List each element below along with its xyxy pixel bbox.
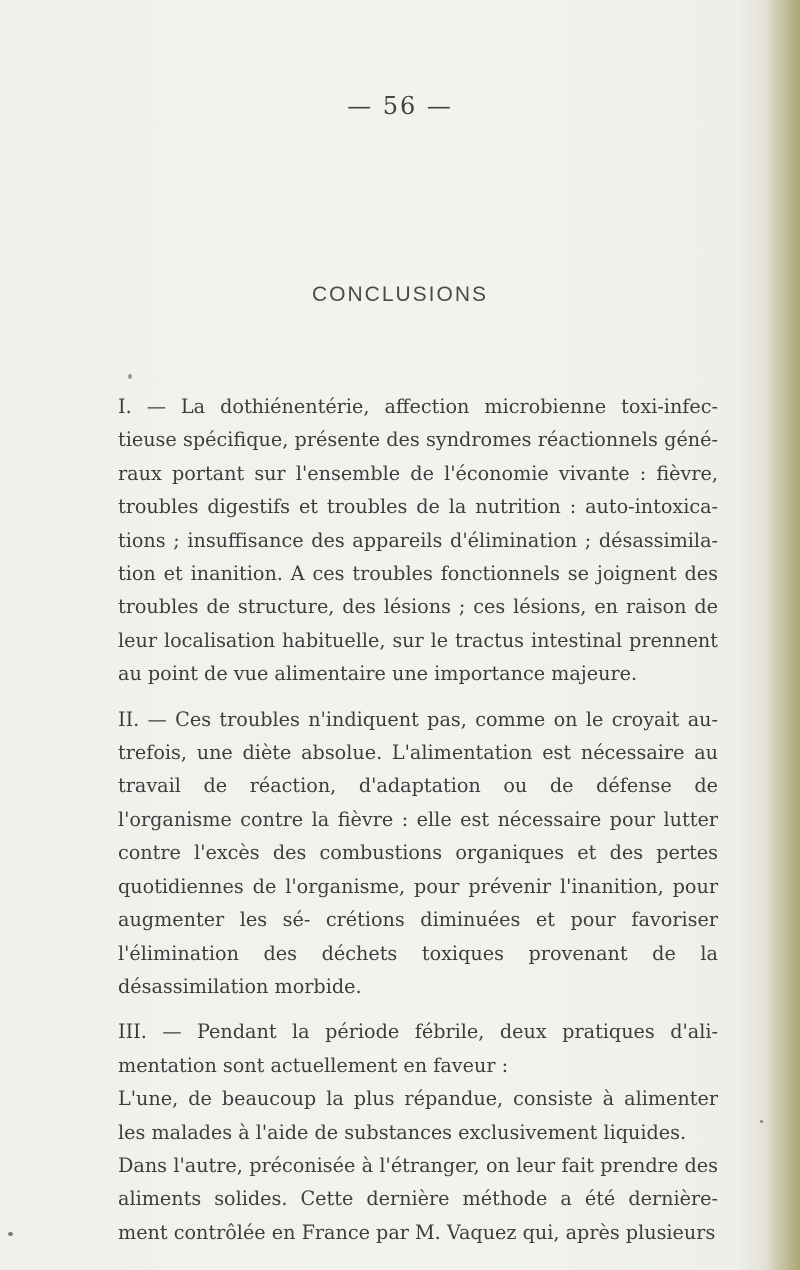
print-speck — [760, 1120, 763, 1123]
paragraph-5: Dans l'autre, préconisée à l'étranger, on leur fait prendre des aliments solides. Cette dernière méthode a été dernière- ment contrôlée en France par M. Vaquez qui, après plusieurs — [118, 1153, 718, 1244]
paragraph-1: I. — La dothiénentérie, affection microbienne toxi-infec- tieuse spécifique, présente des syndromes réactionnels géné- raux portant sur l'ensemble de l'économie vivante : fièvre, troubles digestifs et troubles de la nutrition : auto-intoxica- tions ; insuffisance des appareils d'élimination ; désassimila- tion et inanition. A ces troubles fonctionnels se joignent des troubles de structure, des lésions ; ces lésions, en raison de leur localisation habituelle, sur le tractus intestinal prennent au point de vue alimentaire une importance majeure. — [118, 395, 718, 686]
paragraph-4: L'une, de beaucoup la plus répandue, consiste à alimenter les malades à l'aide de substances exclusivement liquides. — [118, 1087, 718, 1144]
conclusions-body — [118, 390, 718, 1249]
print-speck — [8, 1232, 13, 1236]
paragraph-2: II. — Ces troubles n'indiquent pas, comme on le croyait au- trefois, une diète absolue. L'alimentation est nécessaire au travail de réaction, d'adaptation ou de défense de l'organisme contre la fièvre : elle est nécessaire pour lutter contre l'excès des combustions organiques et des pertes quotidiennes de l'organisme, pour prévenir l'inanition, pour augmenter les sé- crétions diminuées et pour favoriser l'élimination des déchets toxiques provenant de la désassimilation morbide. — [118, 707, 718, 998]
print-speck — [128, 374, 132, 379]
page-edge-shadow — [764, 0, 800, 1270]
paragraph-3: III. — Pendant la période fébrile, deux pratiques d'ali- mentation sont actuellement en faveur : — [118, 1020, 718, 1077]
page-number: — 56 — — [347, 92, 453, 120]
section-heading: CONCLUSIONS — [311, 283, 489, 306]
